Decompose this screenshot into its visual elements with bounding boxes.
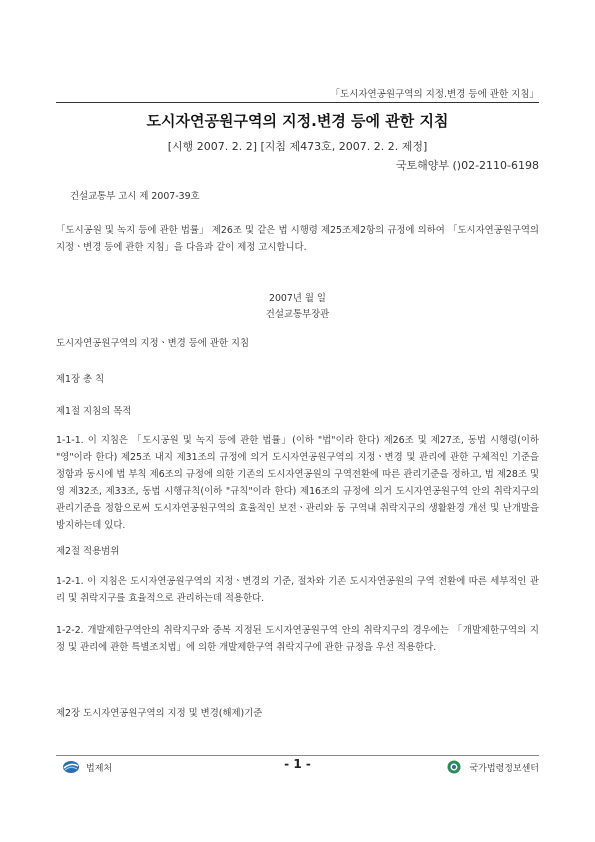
- intro-paragraph: 「도시공원 및 녹지 등에 관한 법률」 제26조 및 같은 법 시행령 제25조제2항의 규정에 의하여 「도시자연공원구역의 지정ㆍ변경 등에 관한 지침」을 다음과 같이 제정 고시합니다.: [56, 225, 539, 253]
- ministry-line: 국토해양부 ()02-2110-6198: [395, 159, 539, 172]
- footer-rule: [56, 755, 539, 756]
- paragraph-1-1-1: 1-1-1. 이 지침은 「도시공원 및 녹지 등에 관한 법률」(이하 "법"이라 한다) 제26조 및 제27조, 동법 시행령(이하 "영"이라 한다) 제25조 내지 제31조의 규정에 의거 도시자연공원구역의 지정ㆍ변경 및 관리에 관한 구체적인 기준을 정함과 동시에 법 부칙 제6조의 규정에 의한 기존의 도시자연공원의 구역전환에 따른 관리기준을 정하고, 법 제28조 및 영 제32조, 제33조, 동법 시행규칙(이하 "규칙"이라 한다) 제16조의 규정에 의거 도시자연공원구역 안의 취락지구의 관리기준을 정함으로써 도시자연공원구역의 효율적인 보전ㆍ관리와 동 구역내 취락지구의 생활환경 개선 및 난개발을 방지하는데 있다.: [56, 435, 539, 531]
- footer-right: [445, 760, 539, 774]
- footer-right-label: 국가법령정보센터: [469, 763, 539, 774]
- section-2-heading: 제2절 적용범위: [56, 546, 120, 557]
- doc-name: 도시자연공원구역의 지정ㆍ변경 등에 관한 지침: [56, 338, 250, 349]
- section-1-heading: 제1절 지침의 목적: [56, 406, 132, 417]
- running-header: 「도시자연공원구역의 지정.변경 등에 관한 지침」: [330, 89, 539, 100]
- page-number: - 1 -: [284, 757, 311, 771]
- date-line: 2007년 월 일: [269, 293, 326, 304]
- header-rule: [56, 102, 539, 103]
- minister-line: 건설교통부장관: [265, 309, 330, 320]
- chapter-2-heading: 제2장 도시자연공원구역의 지정 및 변경(해제)기준: [56, 708, 263, 719]
- effective-line: [시행 2007. 2. 2] [지침 제473호, 2007. 2. 2. 제정]: [167, 140, 428, 153]
- law-info-center-logo-icon: [445, 760, 463, 774]
- chapter-1-heading: 제1장 총 칙: [56, 374, 105, 385]
- paragraph-1-2-2: 1-2-2. 개발제한구역안의 취락지구와 중복 지정된 도시자연공원구역 안의 취락지구의 경우에는 「개발제한구역의 지정 및 관리에 관한 특별조치법」에 의한 개발제한구역 취락지구에 관한 규정을 우선 적용한다.: [56, 625, 539, 653]
- notice-number: 건설교통부 고시 제 2007-39호: [70, 191, 200, 202]
- footer-left-label: 법제처: [86, 763, 113, 774]
- paragraph-1-2-1: 1-2-1. 이 지침은 도시자연공원구역의 지정ㆍ변경의 기준, 절차와 기존 도시자연공원의 구역 전환에 따른 세부적인 관리 및 취락지구를 효율적으로 관리하는데 적용한다.: [56, 576, 539, 604]
- document-title: 도시자연공원구역의 지정.변경 등에 관한 지침: [146, 112, 449, 130]
